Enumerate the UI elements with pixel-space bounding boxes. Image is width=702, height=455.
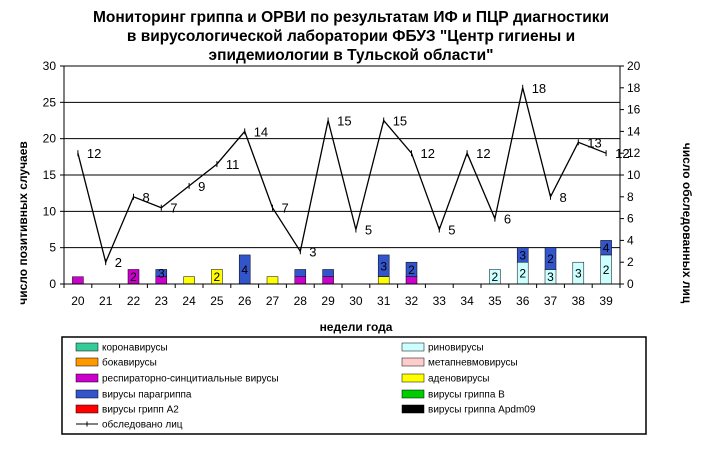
y-axis-right-title: число обследованных лиц xyxy=(680,142,694,304)
x-tick-label: 23 xyxy=(154,294,168,308)
x-tick-label: 37 xyxy=(543,294,558,308)
line-data-label: 12 xyxy=(86,146,102,162)
legend-label: бокавирусы xyxy=(102,357,157,369)
y-axis-left-title: число позитивных случаев xyxy=(16,141,30,305)
y-right-tick-label: 12 xyxy=(627,146,641,161)
bar-value-label: 2 xyxy=(130,270,137,285)
line-data-label: 8 xyxy=(142,189,150,205)
bar-value-label: 2 xyxy=(408,262,415,277)
legend-swatch xyxy=(76,390,98,398)
y-left-tick-label: 5 xyxy=(49,240,56,255)
bar-segment xyxy=(295,277,306,284)
legend-label: респираторно-синцитиальные вирусы xyxy=(102,373,279,385)
line-data-label: 11 xyxy=(225,157,240,173)
y-left-tick-label: 25 xyxy=(42,95,56,110)
bar-segment xyxy=(378,277,389,284)
x-tick-label: 34 xyxy=(460,294,474,308)
y-left-tick-label: 10 xyxy=(42,204,56,219)
title-line-3: эпидемиологии в Тульской области" xyxy=(208,47,494,64)
legend-swatch xyxy=(402,358,424,366)
bar-value-label: 2 xyxy=(602,262,610,277)
line-data-label: 9 xyxy=(198,178,206,194)
legend-label: вирусы парагриппа xyxy=(102,389,192,401)
legend-label: вирусы грипп А2 xyxy=(102,404,179,416)
line-data-label: 12 xyxy=(476,146,491,162)
bar-value-label: 3 xyxy=(519,248,527,263)
legend-swatch xyxy=(402,374,424,382)
x-tick-label: 25 xyxy=(210,294,224,308)
line-data-label: 12 xyxy=(420,146,435,162)
bar-segment xyxy=(323,269,334,276)
y-left-tick-label: 30 xyxy=(42,59,56,73)
legend-swatch xyxy=(76,343,98,351)
legend-label: метапневмовирусы xyxy=(428,357,518,369)
bar-segment xyxy=(267,277,278,284)
bar-value-label: 4 xyxy=(602,241,610,256)
bar-value-label: 2 xyxy=(491,270,499,285)
y-left-tick-label: 0 xyxy=(49,277,56,291)
y-left-tick-label: 15 xyxy=(42,168,56,182)
legend xyxy=(62,337,646,434)
line-data-label: 7 xyxy=(281,200,289,216)
legend-item xyxy=(76,374,279,385)
line-data-label: 14 xyxy=(253,124,269,140)
line-data-label: 12 xyxy=(615,146,630,162)
y-right-tick-label: 6 xyxy=(627,211,634,226)
bar-value-label: 2 xyxy=(213,270,221,285)
legend-label: вирусы гриппа В xyxy=(428,389,505,401)
legend-label: коронавирусы xyxy=(102,342,168,354)
line-data-label: 7 xyxy=(170,200,178,216)
bar-segment xyxy=(184,277,195,284)
y-right-tick-label: 18 xyxy=(627,80,641,95)
line-data-label: 2 xyxy=(114,255,122,271)
y-right-tick-label: 4 xyxy=(627,233,634,248)
bar-segment xyxy=(72,277,83,284)
bar-segment xyxy=(406,277,417,284)
bar-value-label: 4 xyxy=(241,262,249,277)
line-data-label: 5 xyxy=(448,222,456,238)
line-data-label: 3 xyxy=(309,244,317,260)
line-data-label: 5 xyxy=(364,222,373,238)
line-data-label: 8 xyxy=(559,189,567,205)
y-right-tick-label: 10 xyxy=(627,168,641,182)
y-right-tick-label: 8 xyxy=(627,189,634,204)
bar-value-label: 3 xyxy=(380,259,388,274)
bar-segment xyxy=(295,269,306,276)
legend-label: аденовирусы xyxy=(428,373,490,385)
x-tick-label: 35 xyxy=(488,294,502,308)
legend-swatch xyxy=(402,405,424,413)
legend-label: вирусы гриппа Apdm09 xyxy=(428,404,536,416)
y-right-tick-label: 2 xyxy=(627,255,634,270)
bar-value-label: 3 xyxy=(547,270,554,285)
legend-label: обследовано лиц xyxy=(102,419,183,431)
x-tick-label: 32 xyxy=(404,294,419,308)
x-tick-label: 33 xyxy=(432,294,446,308)
line-data-label: 15 xyxy=(337,113,352,129)
x-tick-label: 24 xyxy=(182,294,196,308)
bar-segment xyxy=(323,277,334,284)
bar-value-label: 2 xyxy=(547,252,554,267)
y-right-tick-label: 20 xyxy=(627,59,641,73)
x-tick-label: 38 xyxy=(571,294,585,308)
line-data-label: 18 xyxy=(531,80,547,96)
y-right-tick-label: 14 xyxy=(627,124,641,139)
line-data-label: 13 xyxy=(587,135,602,151)
x-tick-label: 22 xyxy=(126,294,141,308)
y-right-tick-label: 0 xyxy=(627,277,634,291)
y-right-tick-label: 16 xyxy=(627,102,641,117)
title-line-1: Мониторинг гриппа и ОРВИ по результатам ИФ и ПЦР диагностики xyxy=(92,9,610,26)
y-left-tick-label: 20 xyxy=(42,131,56,146)
x-tick-label: 20 xyxy=(71,294,85,308)
legend-swatch xyxy=(76,374,98,382)
x-tick-label: 26 xyxy=(238,294,252,308)
x-tick-label: 36 xyxy=(516,294,530,308)
legend-swatch xyxy=(76,405,98,413)
x-tick-label: 28 xyxy=(293,294,307,308)
x-tick-label: 27 xyxy=(265,294,280,308)
bar-value-label: 3 xyxy=(574,266,582,281)
x-tick-label: 31 xyxy=(377,294,391,308)
x-axis-title: недели года xyxy=(319,320,393,334)
x-tick-label: 29 xyxy=(321,294,335,308)
bar-value-label: 3 xyxy=(157,266,165,281)
legend-swatch xyxy=(402,390,424,398)
legend-swatch xyxy=(76,358,98,366)
line-data-label: 6 xyxy=(503,211,512,227)
x-tick-label: 30 xyxy=(349,294,363,308)
legend-label: риновирусы xyxy=(428,342,484,354)
legend-swatch xyxy=(402,343,424,351)
x-tick-label: 21 xyxy=(99,294,113,308)
x-tick-label: 39 xyxy=(599,294,613,308)
bar-value-label: 2 xyxy=(519,266,527,281)
title-line-2: в вирусологической лаборатории ФБУЗ "Центр гигиены и xyxy=(126,28,576,45)
line-data-label: 15 xyxy=(392,113,408,129)
